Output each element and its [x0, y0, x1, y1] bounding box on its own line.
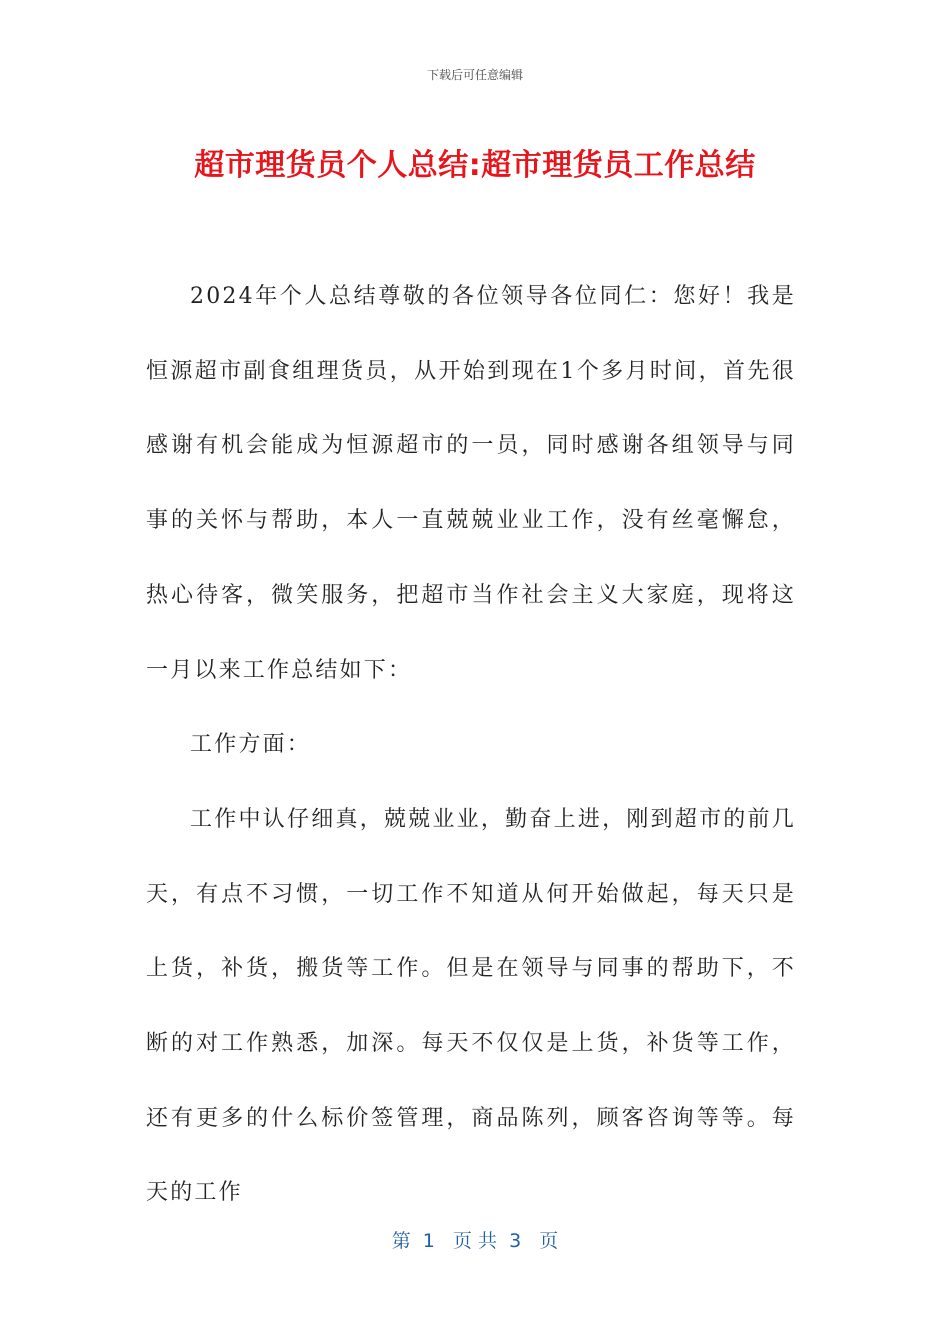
page-number-footer: 第 1 页 共 3 页 — [391, 1230, 559, 1252]
paragraph-work-details: 工作中认仔细真，兢兢业业，勤奋上进，刚到超市的前几天，有点不习惯，一切工作不知道从何开始做起，每天只是上货，补货，搬货等工作。但是在领导与同事的帮助下，不断的对工作熟悉，加深。每天不仅仅是上货，补货等工作，还有更多的什么标价签管理，商品陈列，顾客咨询等等。每天的工作 — [146, 806, 796, 1206]
paragraph-intro: 2024年个人总结尊敬的各位领导各位同仁：您好！我是恒源超市副食组理货员，从开始到现在1个多月时间，首先很感谢有机会能成为恒源超市的一员，同时感谢各组领导与同事的关怀与帮助，本人一直兢兢业业工作，没有丝毫懈怠，热心待客，微笑服务，把超市当作社会主义大家庭，现将这一月以来工作总结如下： — [146, 284, 796, 683]
header-note: 下载后可任意编辑 — [426, 68, 523, 82]
paragraph-section-heading: 工作方面： — [190, 732, 312, 758]
document-body — [146, 260, 796, 1231]
document-title: 超市理货员个人总结:超市理货员工作总结 — [194, 148, 756, 183]
